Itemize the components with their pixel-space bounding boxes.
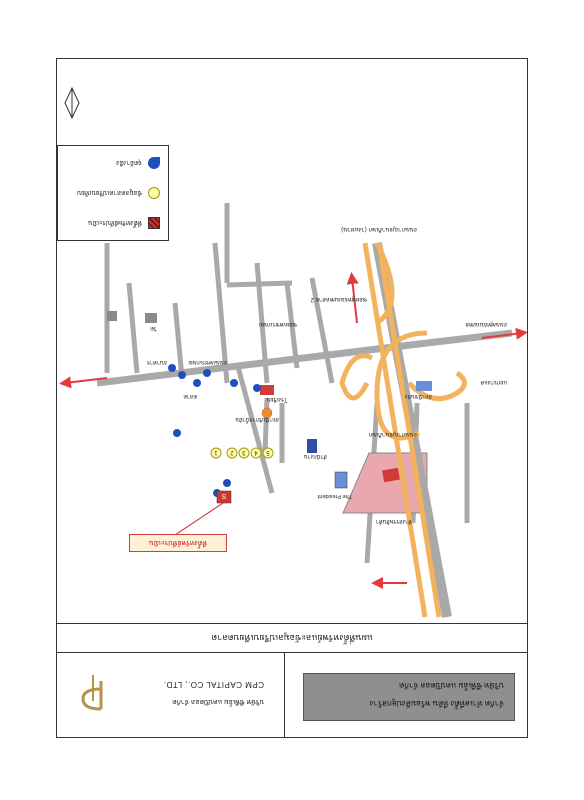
road-label-soi-north: ซอยพุทธมณฑลสาย 2: [310, 296, 367, 302]
bank-label: ธนาคาร: [147, 359, 167, 365]
landmark-pin-legend-icon: [148, 157, 160, 169]
map-title: แผนที่ตั้งทรัพย์และข้อมูลเปรียบเทียบตลาด: [57, 623, 527, 653]
building-icon: [307, 439, 317, 453]
road-label-soi-east: ซอยเพชรเกษม: [258, 321, 297, 327]
road-label-east: ถนนพุทธมณฑล: [465, 321, 507, 327]
comparable-2-label: 2: [230, 449, 234, 455]
legend-label-pin: จุดอ้างอิง: [116, 159, 142, 166]
bus-icon: [416, 381, 432, 391]
legend-item-comparable: [77, 186, 160, 200]
header-company-panel: [57, 653, 284, 737]
legend-label-subject: ที่ตั้งทรัพย์ที่ประเมิน: [88, 219, 142, 226]
road-labels: [188, 226, 507, 438]
fuel-label: สถานีบริการน้ำมัน: [235, 416, 279, 422]
subject-property-legend-icon: [148, 217, 160, 229]
company-name-en: CPM CAPITAL CO., LTD.: [163, 680, 264, 689]
comparable-4-label: 4: [254, 449, 258, 455]
temple-label: วัด: [150, 325, 157, 331]
dept-store-label: ห้างสรรพสินค้า: [375, 518, 412, 524]
pin-5-icon: [168, 364, 176, 372]
pin-2-icon: [230, 379, 238, 387]
building-3-icon: [107, 311, 117, 321]
company-name-th: บริษัท ซีพีเอ็ม แคปปิตอล จำกัด: [172, 698, 264, 705]
north-arrow: [65, 88, 79, 118]
hotel-label: The President: [317, 493, 352, 499]
road-label-west: ถนนเพชรเกษม: [188, 359, 227, 365]
comparable-5-label: 5: [266, 449, 270, 455]
office-label: สำนักงาน: [303, 453, 327, 459]
pin-8-icon: [223, 479, 231, 487]
pin-1-icon: [253, 384, 261, 392]
map-frame: [56, 58, 528, 738]
header-notice-panel: [284, 653, 527, 737]
pin-6-icon: [203, 369, 211, 377]
subject-marker-label: S: [221, 492, 227, 499]
pin-4-icon: [178, 371, 186, 379]
intersection-label: แยกบางแค: [480, 379, 507, 385]
school-icon: [260, 385, 274, 395]
pin-3-icon: [193, 379, 201, 387]
school-label: โรงเรียน: [266, 396, 287, 402]
legend-item-subject: [88, 216, 160, 230]
road-label-highway-south: ถนนกาญจนาภิเษก (วงแหวน): [341, 226, 417, 232]
notice-box: [303, 673, 515, 721]
notice-line-2: บริษัท ซีพีเอ็ม แคปปิตอล จำกัด: [399, 681, 504, 690]
bus-terminal-label: สถานีขนส่ง: [404, 393, 432, 399]
site-map: [57, 59, 527, 623]
subject-callout: ที่ตั้งทรัพย์ที่ประเมิน: [129, 534, 227, 552]
road-label-highway-north: ถนนกาญจนาภิเษก: [368, 431, 417, 437]
pin-9-icon: [173, 429, 181, 437]
main-road-west: [427, 333, 512, 343]
comparable-legend-icon: [148, 187, 160, 199]
comparable-3-label: 3: [242, 449, 246, 455]
company-logo-icon: [73, 671, 107, 715]
hotel-icon: [335, 472, 347, 488]
legend-item-pin: [116, 156, 160, 170]
notice-line-1: จำกัด ทำเลที่ตั้ง ที่ดิน พร้อมสิ่งปลูกสร้าง: [369, 699, 504, 708]
legend: [57, 145, 169, 241]
comparable-1-label: 1: [214, 449, 218, 455]
legend-label-comparable: ข้อมูลตลาดเปรียบเทียบ: [77, 189, 142, 196]
market-label: ตลาด: [183, 393, 197, 399]
building-2-icon: [145, 313, 157, 323]
